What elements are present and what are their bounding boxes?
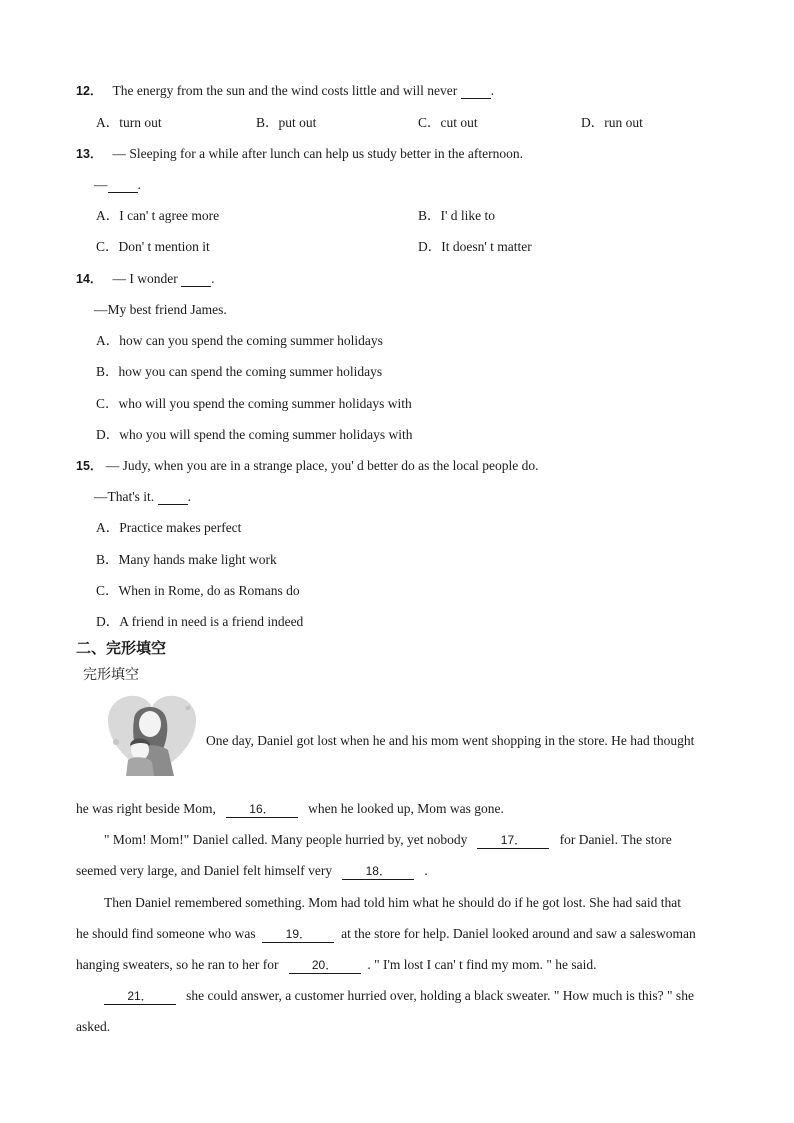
question-text: — Judy, when you are in a strange place, you' d better do as the local people do. <box>105 458 539 473</box>
option-a[interactable]: A．how can you spend the coming summer holidays <box>96 333 383 348</box>
option-b[interactable]: B．Many hands make light work <box>96 552 277 567</box>
answer-blank[interactable] <box>181 271 211 287</box>
passage-first-line: One day, Daniel got lost when he and his mom went shopping in the store. He had thought <box>206 733 695 748</box>
answer-blank[interactable] <box>158 489 188 505</box>
question-14-reply: —My best friend James. <box>94 302 227 317</box>
passage-line: he was right beside Mom, 16． when he looked up, Mom was gone. <box>76 801 504 816</box>
option-d[interactable]: D．run out <box>581 115 643 130</box>
question-13-reply: — . <box>94 177 141 192</box>
question-14-stem: 14． — I wonder . <box>76 271 215 286</box>
passage-line: Then Daniel remembered something. Mom had told him what he should do if he got lost. She had said that <box>104 895 682 910</box>
answer-blank[interactable] <box>108 177 138 193</box>
option-b[interactable]: B．put out <box>256 115 317 130</box>
question-13-stem <box>76 145 523 163</box>
blank-16[interactable]: 16． <box>226 802 298 818</box>
mother-child-illustration <box>104 692 200 780</box>
passage-line: he should find someone who was 19． at the store for help. Daniel looked around and saw a saleswoman <box>76 926 696 941</box>
blank-18[interactable]: 18． <box>342 864 414 880</box>
option-d[interactable]: D．A friend in need is a friend indeed <box>96 614 304 629</box>
passage-line: hanging sweaters, so he ran to her for 20． . " I'm lost I can' t find my mom. " he said. <box>76 957 597 972</box>
section-subtitle: 完形填空 <box>83 667 139 683</box>
passage-line: " Mom! Mom!" Daniel called. Many people hurried by, yet nobody 17． for Daniel. The store <box>104 832 672 847</box>
option-c[interactable]: C．who will you spend the coming summer holidays with <box>96 396 412 411</box>
question-text: — Sleeping for a while after lunch can help us study better in the afternoon. <box>112 146 524 161</box>
question-12-stem: 12． The energy from the sun and the wind costs little and will never . <box>76 83 494 98</box>
option-d[interactable]: D．who you will spend the coming summer holidays with <box>96 427 413 442</box>
option-b[interactable]: B．I' d like to <box>418 208 496 223</box>
blank-21[interactable]: 21． <box>104 989 176 1005</box>
question-number: 12． <box>76 84 103 98</box>
question-text: The energy from the sun and the wind costs little and will never <box>112 83 458 98</box>
option-c[interactable]: C．cut out <box>418 115 478 130</box>
section-title: 二、完形填空 <box>76 639 167 657</box>
question-text: — I wonder <box>112 271 178 286</box>
passage-line: seemed very large, and Daniel felt himself very 18． . <box>76 863 428 878</box>
answer-blank[interactable] <box>461 83 491 99</box>
option-a[interactable]: A．Practice makes perfect <box>96 520 242 535</box>
blank-17[interactable]: 17． <box>477 833 549 849</box>
blank-19[interactable]: 19． <box>262 927 334 943</box>
blank-20[interactable]: 20． <box>289 958 361 974</box>
option-a[interactable]: A．turn out <box>96 115 162 130</box>
option-a[interactable]: A．I can' t agree more <box>96 208 220 223</box>
question-number: 13． <box>76 147 103 161</box>
passage-line: asked. <box>76 1019 111 1034</box>
option-c[interactable]: C．When in Rome, do as Romans do <box>96 583 300 598</box>
question-number: 15． <box>76 459 103 473</box>
question-15-stem <box>76 457 538 475</box>
question-number: 14． <box>76 272 103 286</box>
option-b[interactable]: B．how you can spend the coming summer holidays <box>96 364 383 379</box>
option-d[interactable]: D．It doesn' t matter <box>418 239 532 254</box>
passage-line: 21． she could answer, a customer hurried over, holding a black sweater. " How much is this? " she <box>104 987 694 1005</box>
option-c[interactable]: C．Don' t mention it <box>96 239 210 254</box>
question-15-reply: —That's it. . <box>94 489 191 504</box>
